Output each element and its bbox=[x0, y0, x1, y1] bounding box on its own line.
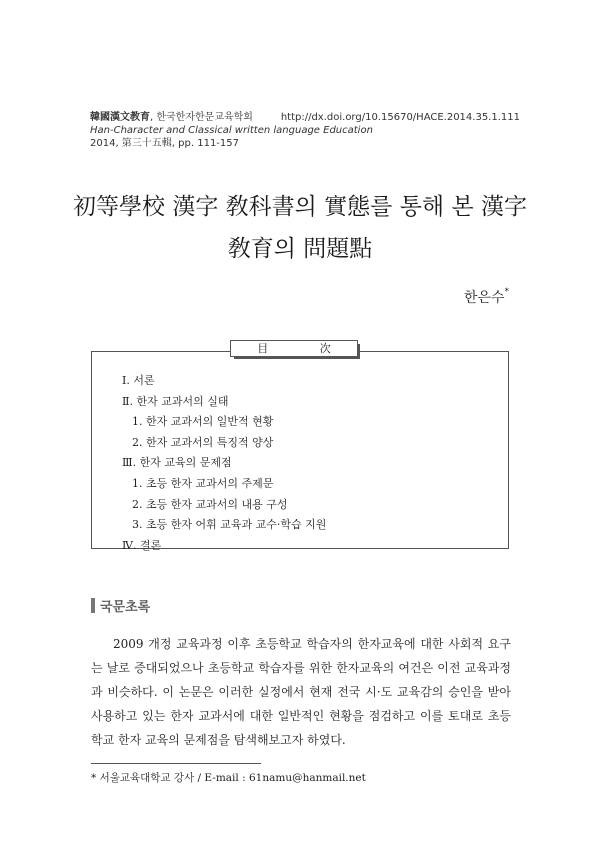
citation: 2014, 第三十五輯, pp. 111-157 bbox=[90, 138, 239, 149]
journal-brand: 韓國漢文教育 bbox=[90, 112, 150, 123]
header-line-1 bbox=[90, 111, 520, 124]
toc-subitem[interactable]: 3. 초등 한자 어휘 교육과 교수·학습 지원 bbox=[132, 518, 327, 532]
toc-list bbox=[122, 371, 326, 556]
toc-item[interactable]: Ⅱ. 한자 교과서의 실태 bbox=[122, 394, 229, 408]
footnote-divider bbox=[91, 763, 261, 764]
toc-item[interactable]: Ⅳ. 결론 bbox=[122, 538, 162, 552]
toc-item[interactable]: Ⅲ. 한자 교육의 문제점 bbox=[122, 456, 232, 470]
author bbox=[464, 287, 509, 307]
toc-label: 目 次 bbox=[230, 340, 358, 357]
abstract-heading-text: 국문초록 bbox=[100, 599, 151, 615]
author-footnote-mark: * bbox=[504, 287, 509, 298]
toc-subitem[interactable]: 2. 초등 한자 교과서의 내용 구성 bbox=[132, 497, 288, 511]
society-name: , 한국한자한문교육학회 bbox=[150, 112, 253, 123]
toc-subitem[interactable]: 1. 한자 교과서의 일반적 현황 bbox=[132, 415, 274, 429]
abstract-heading bbox=[91, 596, 150, 614]
journal-society bbox=[90, 111, 253, 124]
toc-item[interactable]: Ⅰ. 서론 bbox=[122, 374, 155, 387]
running-header bbox=[90, 111, 520, 150]
title-line-2: 敎育의 問題點 bbox=[227, 236, 373, 262]
footnote: * 서울교육대학교 강사 / E-mail : 61namu@hanmail.net bbox=[91, 772, 366, 784]
author-name: 한은수 bbox=[463, 290, 505, 306]
toc-subitem[interactable]: 1. 초등 한자 교과서의 주제문 bbox=[132, 476, 274, 490]
journal-english-name: Han-Character and Classical written language Education bbox=[90, 125, 373, 136]
paper-title bbox=[0, 186, 600, 270]
title-line-1: 初等學校 漢字 敎科書의 實態를 통해 본 漢字 bbox=[73, 194, 527, 220]
doi-link[interactable]: http://dx.doi.org/10.15670/HACE.2014.35.1.111 bbox=[280, 112, 520, 123]
heading-bar-icon bbox=[91, 598, 95, 613]
toc-subitem[interactable]: 2. 한자 교과서의 특징적 양상 bbox=[132, 435, 274, 449]
abstract-body: 2009 개정 교육과정 이후 초등학교 학습자의 한자교육에 대한 사회적 요구는 날로 증대되었으나 초등학교 학습자를 위한 한자교육의 여건은 이전 교육과정과 비슷하다. 이 논문은 이러한 실정에서 현재 전국 시·도 교육감의 승인을 받아 사용하고 있는 한자 교과서에 대한 일반적인 현황을 점검하고 이를 토대로 초등학교 한자 교육의 문제점을 탐색해보고자 하였다. bbox=[91, 637, 511, 747]
